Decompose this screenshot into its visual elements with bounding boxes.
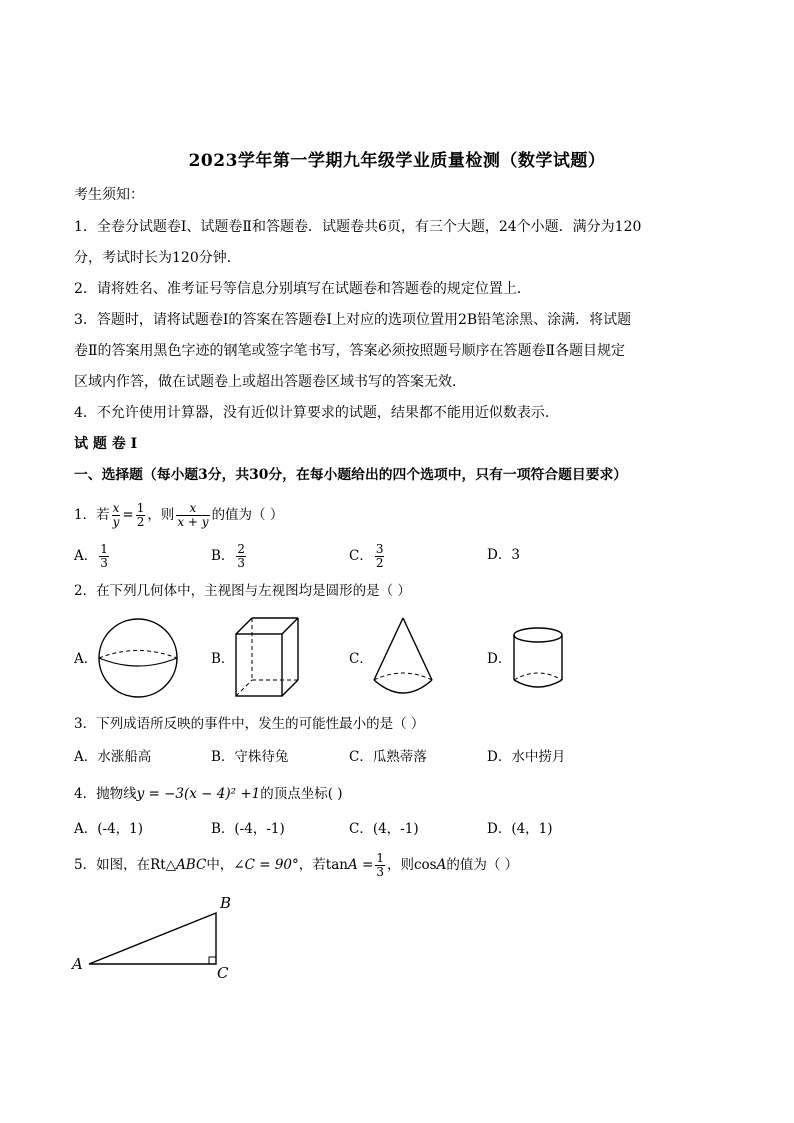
q2-option-d[interactable]: D．: [487, 651, 512, 667]
question-1: [74, 502, 724, 529]
cylinder-figure: [512, 626, 564, 690]
vertex-c-label: C: [217, 964, 229, 982]
question-3: 3．下列成语所反映的事件中，发生的可能性最小的是（ ）: [74, 716, 425, 732]
cone-figure: [372, 616, 434, 696]
q4-option-d[interactable]: D．(4，1): [487, 821, 553, 837]
right-triangle-figure: [70, 890, 240, 982]
q1-option-d[interactable]: D．3: [487, 547, 520, 563]
q3-option-c[interactable]: C．瓜熟蒂落: [349, 749, 427, 765]
q4-prefix: 4．抛物线: [74, 786, 137, 802]
part-heading: 一、选择题（每小题3分，共30分，在每小题给出的四个选项中，只有一项符合题目要求）: [74, 467, 628, 483]
q1-prefix: 1．若: [74, 507, 110, 523]
q3-option-d[interactable]: D．水中捞月: [487, 749, 566, 765]
q4-option-a[interactable]: A．(-4，1): [74, 821, 144, 837]
cube-figure: [234, 616, 300, 698]
q4-option-b[interactable]: B．(-4，-1): [211, 821, 285, 837]
q2-option-a[interactable]: A．: [74, 651, 98, 667]
vertex-b-label: B: [220, 894, 232, 912]
q1-suffix: 的值为（ ）: [211, 507, 284, 523]
q2-option-c[interactable]: C．: [349, 651, 373, 667]
vertex-a-label: A: [72, 955, 83, 973]
notice-heading: 考生须知：: [74, 187, 144, 203]
q3-option-a[interactable]: A．水涨船高: [74, 749, 152, 765]
question-2: 2．在下列几何体中，主视图与左视图均是圆形的是（ ）: [74, 583, 411, 599]
q1-mid: ，则: [147, 507, 175, 523]
q1-option-b[interactable]: B． $\frac{2}{3}$: [211, 542, 246, 570]
q4-suffix: 的顶点坐标( ): [260, 786, 343, 802]
notice-line-2: 分，考试时长为120分钟．: [74, 250, 241, 266]
notice-line-1: 1．全卷分试题卷Ⅰ、试题卷Ⅱ和答题卷．试题卷共6页，有三个大题，24个小题．满分为120: [74, 219, 642, 235]
sphere-figure: [96, 618, 182, 698]
q1-equals: =: [122, 507, 134, 523]
q2-option-b[interactable]: B．: [211, 651, 235, 667]
q4-option-c[interactable]: C．(4，-1): [349, 821, 419, 837]
notice-line-7: 4．不允许使用计算器，没有近似计算要求的试题，结果都不能用近似数表示．: [74, 405, 559, 421]
q1-fraction-target: $\frac{x}{x + y}$: [177, 501, 209, 529]
question-5: 5．如图，在Rt△ABC中，∠C = 90°，若tanA = $\frac{1}{3}$ ，则cosA的值为（ ）: [74, 851, 519, 879]
section-label: 试 题 卷 Ⅰ: [74, 436, 138, 452]
notice-line-4: 3．答题时，请将试题卷Ⅰ的答案在答题卷Ⅰ上对应的选项位置用2B铅笔涂黑、涂满．将试题: [74, 312, 632, 328]
q4-formula: y = −3(x − 4)² +1: [136, 786, 261, 802]
q1-option-c[interactable]: C． $\frac{3}{2}$: [349, 542, 384, 570]
q3-option-b[interactable]: B．守株待兔: [211, 749, 289, 765]
notice-line-3: 2．请将姓名、准考证号等信息分别填写在试题卷和答题卷的规定位置上．: [74, 281, 531, 297]
q1-option-a[interactable]: A． $\frac{1}{3}$: [74, 542, 108, 570]
question-4: [74, 784, 724, 804]
notice-line-6: 区域内作答，做在试题卷上或超出答题卷区域书写的答案无效．: [74, 374, 466, 390]
q1-fraction-half: $\frac{1}{2}$: [136, 501, 145, 529]
notice-line-5: 卷Ⅱ的答案用黑色字迹的钢笔或签字笔书写，答案必须按照题号顺序在答题卷Ⅱ各题目规定: [74, 343, 626, 359]
page-title: 2023学年第一学期九年级学业质量检测（数学试题）: [188, 151, 606, 171]
q1-fraction-x-over-y: $\frac{x}{y}$: [112, 501, 120, 529]
